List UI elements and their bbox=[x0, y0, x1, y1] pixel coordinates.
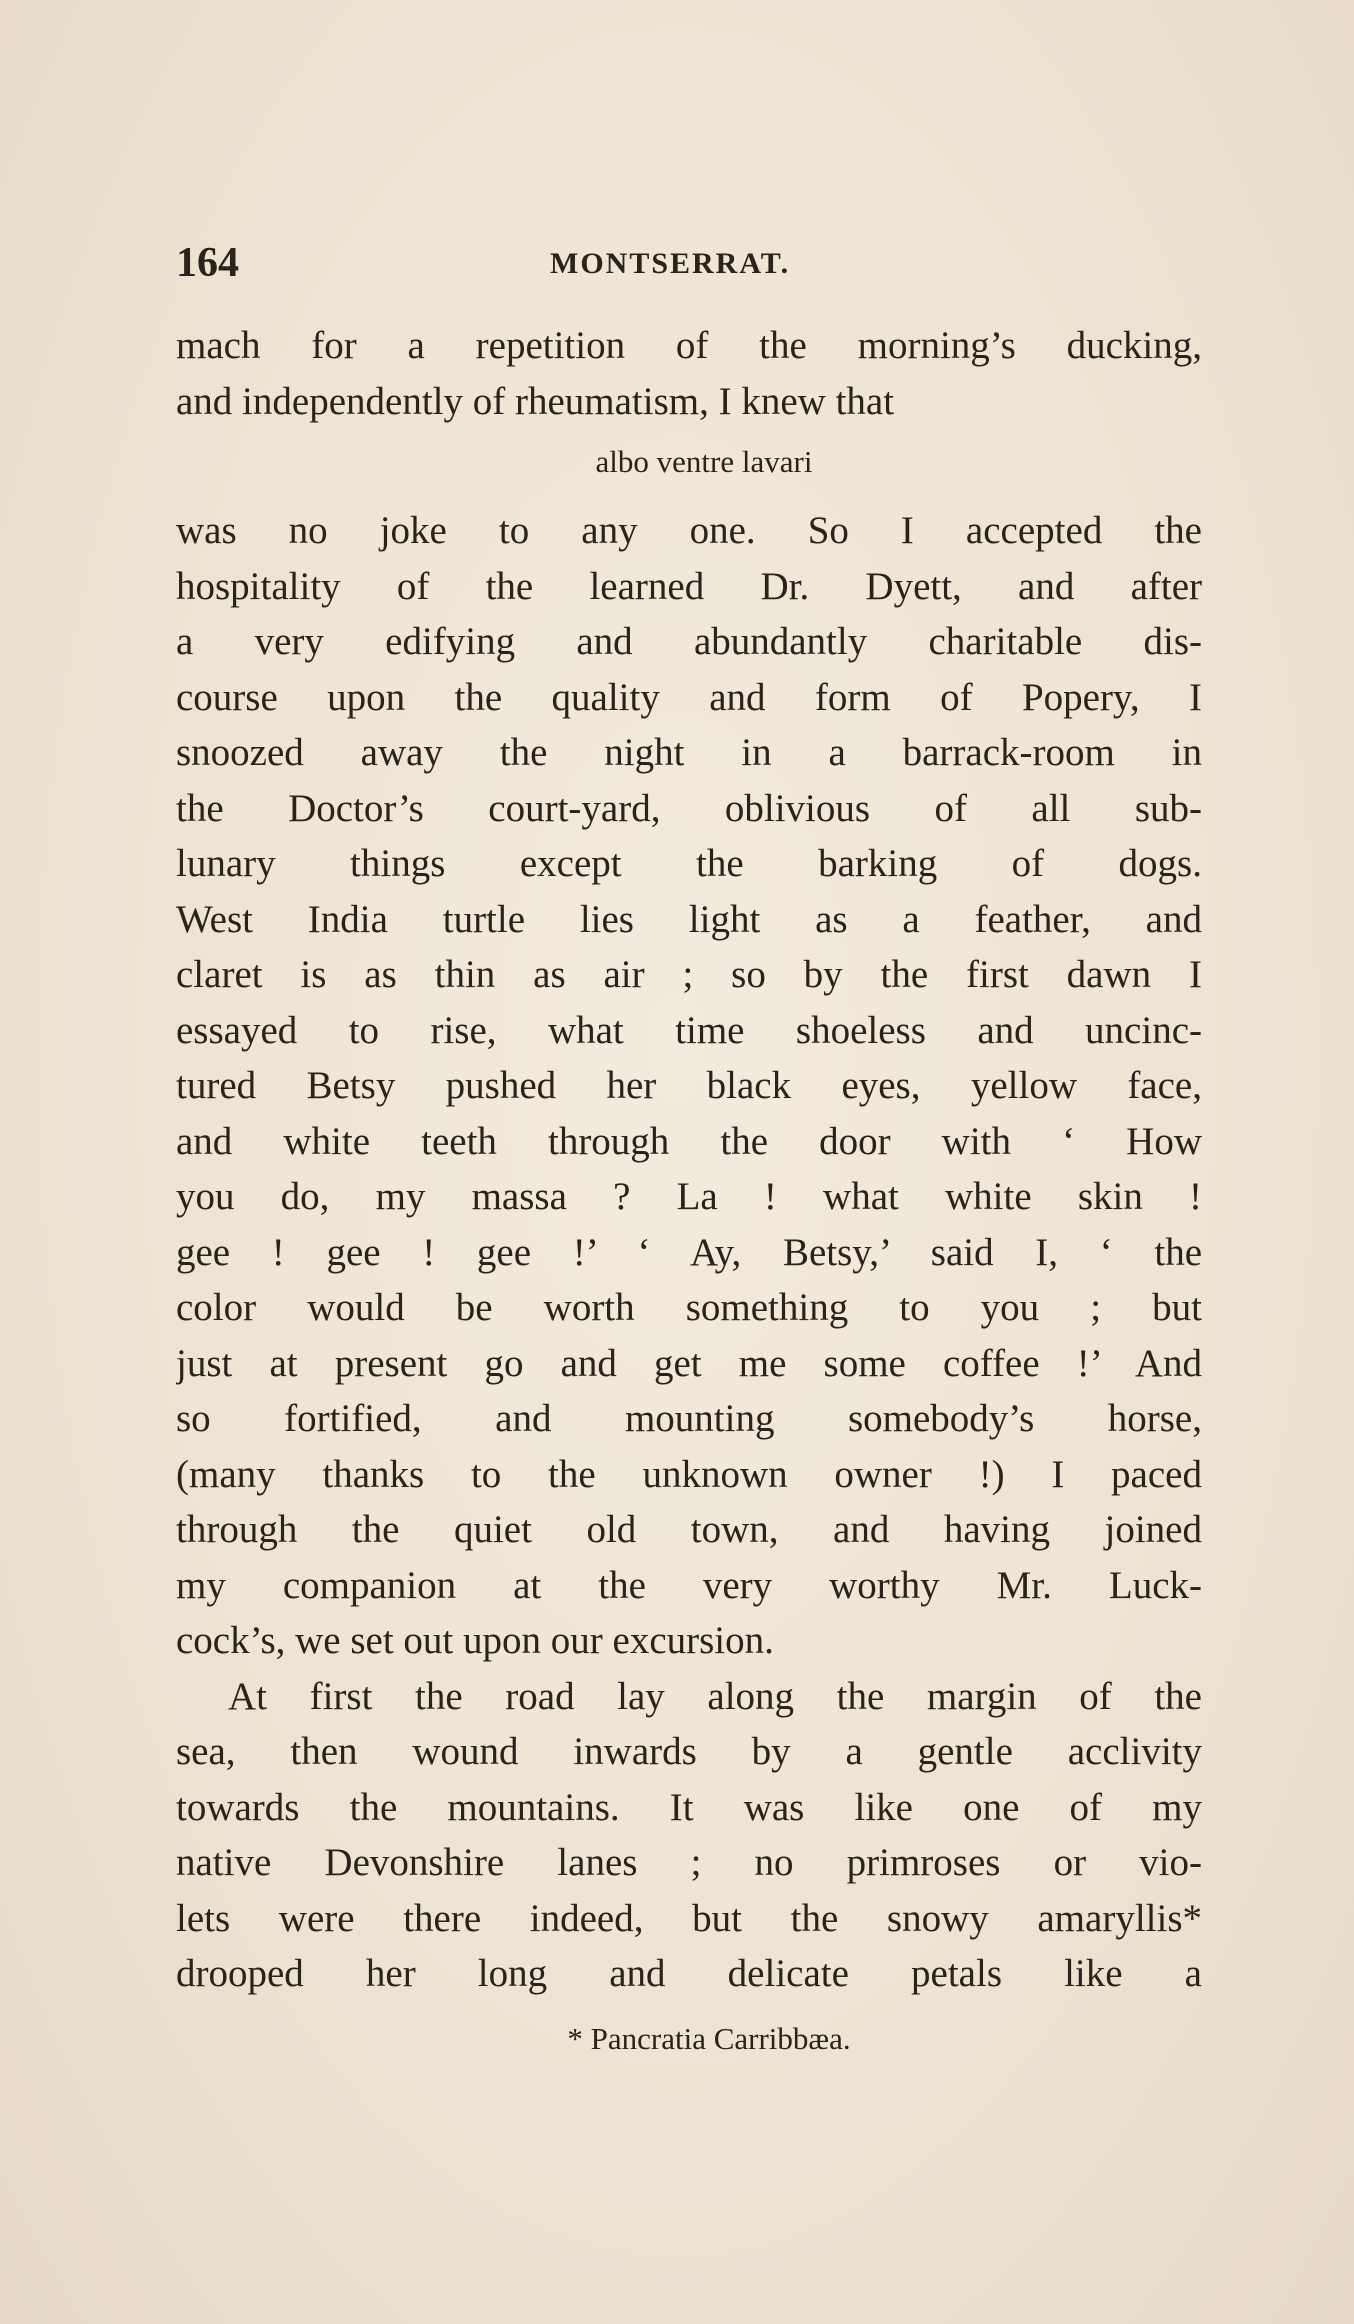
text-line: and independently of rheumatism, I knew that bbox=[176, 379, 895, 423]
text-line: cock’s, we set out upon our excursion. bbox=[176, 1619, 774, 1662]
text-line: mach for a repetition of the morning’s ducking, bbox=[176, 324, 1202, 367]
text-line: course upon the quality and form of Popery, I bbox=[176, 675, 1202, 719]
text-line: the Doctor’s court-yard, oblivious of all sub- bbox=[176, 786, 1202, 830]
text-line: lunary things except the barking of dogs. bbox=[176, 842, 1202, 885]
text-line: essayed to rise, what time shoeless and uncinc- bbox=[176, 1008, 1202, 1052]
text-line: you do, my massa ? La ! what white skin ! bbox=[176, 1175, 1202, 1218]
text-line: through the quiet old town, and having joined bbox=[176, 1508, 1202, 1551]
text-line: West India turtle lies light as a feather, and bbox=[176, 897, 1202, 941]
text-line: drooped her long and delicate petals like a bbox=[176, 1952, 1202, 1995]
page-header bbox=[176, 238, 1202, 288]
text-line: a very edifying and abundantly charitable dis- bbox=[176, 620, 1202, 663]
page-number: 164 bbox=[176, 240, 239, 286]
text-line: native Devonshire lanes ; no primroses or vio- bbox=[176, 1841, 1202, 1884]
text-line: and white teeth through the door with ‘ How bbox=[176, 1119, 1202, 1163]
running-head: MONTSERRAT. bbox=[550, 247, 791, 280]
text-line: just at present go and get me some coffee !’ And bbox=[176, 1341, 1202, 1385]
text-line: towards the mountains. It was like one of my bbox=[176, 1785, 1202, 1829]
footnote: * Pancratia Carribbæa. bbox=[567, 2021, 851, 2056]
text-line: sea, then wound inwards by a gentle acclivity bbox=[176, 1730, 1202, 1773]
text-line: color would be worth something to you ; but bbox=[176, 1286, 1202, 1329]
text-line: hospitality of the learned Dr. Dyett, and after bbox=[176, 564, 1202, 608]
latin-quotation: albo ventre lavari bbox=[595, 444, 813, 479]
text-line: was no joke to any one. So I accepted the bbox=[176, 509, 1202, 552]
text-line: claret is as thin as air ; so by the first dawn I bbox=[176, 953, 1202, 996]
body-text bbox=[176, 318, 1202, 2002]
text-line: snoozed away the night in a barrack-room in bbox=[176, 731, 1202, 774]
text-line: At first the road lay along the margin of the bbox=[228, 1674, 1202, 1718]
text-line: so fortified, and mounting somebody’s horse, bbox=[176, 1397, 1202, 1440]
text-line: (many thanks to the unknown owner !) I paced bbox=[176, 1452, 1202, 1496]
text-line: gee ! gee ! gee !’ ‘ Ay, Betsy,’ said I, ‘ the bbox=[176, 1230, 1202, 1274]
text-line: tured Betsy pushed her black eyes, yellow face, bbox=[176, 1064, 1202, 1107]
text-line: my companion at the very worthy Mr. Luck- bbox=[176, 1563, 1202, 1607]
text-line: lets were there indeed, but the snowy amaryllis* bbox=[176, 1896, 1202, 1940]
